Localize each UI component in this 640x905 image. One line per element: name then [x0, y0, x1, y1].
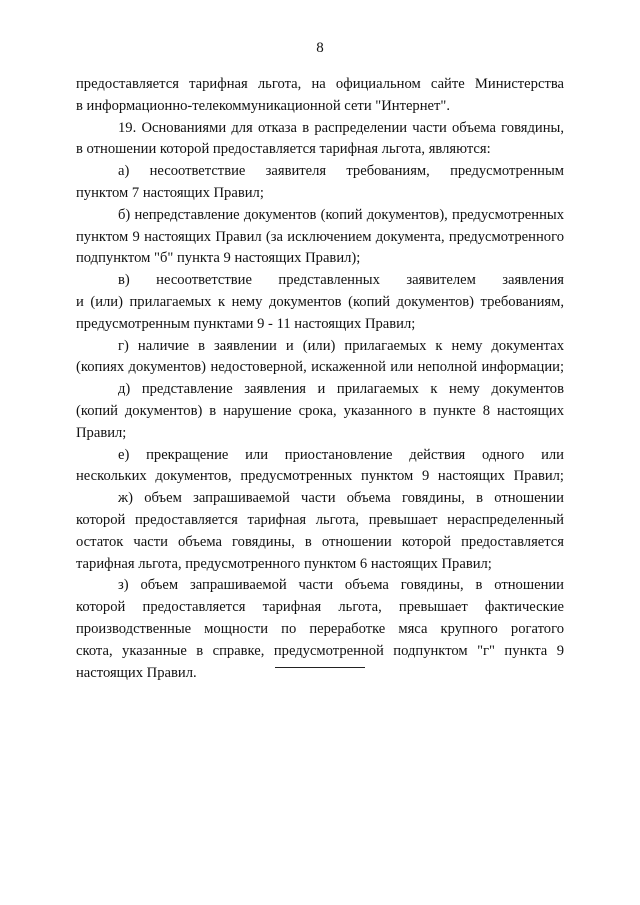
text-line: настоящих Правил.: [76, 664, 197, 681]
text-line: предоставляется тарифная льгота, на официальном сайте Министерства: [76, 76, 564, 92]
text-line: (копий документов) в нарушение срока, указанного в пункте 8 настоящих: [76, 402, 564, 419]
text-line: ж) объем запрашиваемой части объема говядины, в отношении: [118, 490, 564, 507]
text-line: в информационно-телекоммуникационной сети "Интернет".: [76, 97, 450, 114]
text-line: пунктом 9 настоящих Правил (за исключением документа, предусмотренного: [76, 228, 564, 245]
text-line: в) несоответствие представленных заявителем заявления: [118, 272, 564, 289]
text-line: скота, указанные в справке, предусмотренной подпунктом "г" пункта 9: [76, 642, 564, 659]
text-line: (копиях документов) недостоверной, искаженной или неполной информации;: [76, 359, 564, 376]
text-line: е) прекращение или приостановление действия одного или: [118, 446, 564, 463]
text-line: г) наличие в заявлении и (или) прилагаемых к нему документах: [118, 337, 564, 354]
text-line: Правил;: [76, 424, 127, 441]
text-line: пунктом 7 настоящих Правил;: [76, 184, 264, 201]
text-line: тарифная льгота, предусмотренного пунктом 6 настоящих Правил;: [76, 555, 492, 572]
text-line: нескольких документов, предусмотренных пунктом 9 настоящих Правил;: [76, 468, 564, 485]
text-line: а) несоответствие заявителя требованиям, предусмотренным: [118, 163, 564, 180]
text-line: предусмотренным пунктами 9 - 11 настоящих Правил;: [76, 315, 416, 332]
document-body: [76, 74, 564, 684]
text-line: производственные мощности по переработке мяса крупного рогатого: [76, 620, 564, 637]
page-number: 8: [316, 40, 324, 56]
text-line: подпунктом "б" пункта 9 настоящих Правил);: [76, 250, 361, 267]
text-line: з) объем запрашиваемой части объема говядины, в отношении: [118, 577, 564, 594]
text-line: д) представление заявления и прилагаемых к нему документов: [118, 381, 564, 398]
text-line: остаток части объема говядины, в отношении которой предоставляется: [76, 533, 564, 550]
text-line: в отношении которой предоставляется тарифная льгота, являются:: [76, 141, 491, 158]
end-separator-line: [275, 667, 365, 668]
text-line: которой предоставляется тарифная льгота, превышает нераспределенный: [76, 511, 564, 528]
text-line: и (или) прилагаемых к нему документов (копий документов) требованиям,: [76, 293, 564, 310]
text-line: 19. Основаниями для отказа в распределении части объема говядины,: [118, 119, 564, 136]
text-line: б) непредставление документов (копий документов), предусмотренных: [118, 206, 564, 223]
text-line: которой предоставляется тарифная льгота, превышает фактические: [76, 599, 564, 616]
